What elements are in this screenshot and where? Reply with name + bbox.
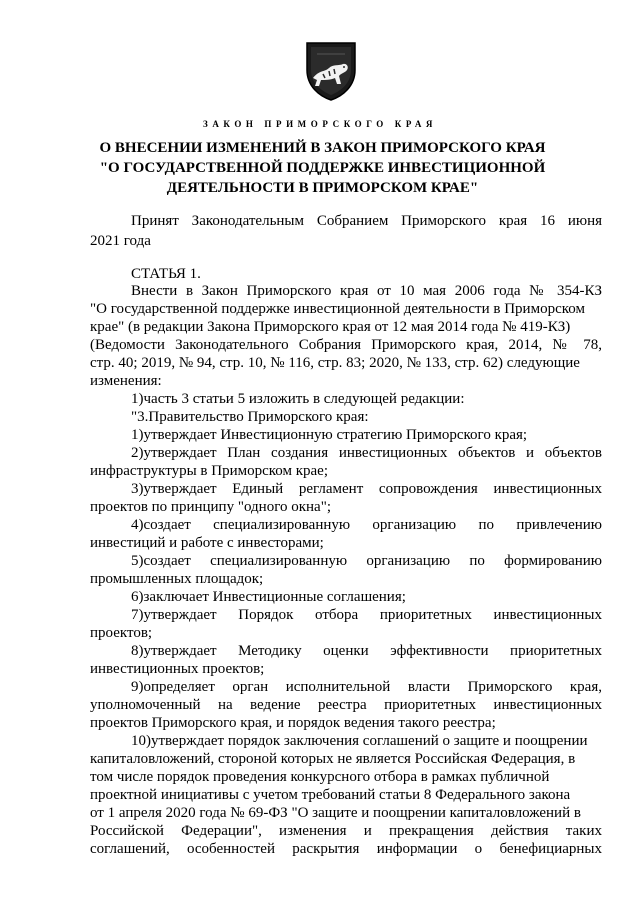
body-line: 7)утверждает Порядок отбора приоритетных инвестиционных [131,607,602,623]
body-line: 10)утверждает порядок заключения соглашений о защите и поощрении [131,733,588,749]
body-line: 6)заключает Инвестиционные соглашения; [131,589,406,605]
body-line: проектов Приморского края, и порядок ведения такого реестра; [90,715,496,731]
body-line: проектной инициативы с учетом требований статьи 8 Федерального закона [90,787,571,803]
body-line: 5)создает специализированную организацию по формированию [131,553,602,569]
body-line: крае" (в редакции Закона Приморского края от 12 мая 2014 года № 419-КЗ) [90,319,571,335]
body-line: проектов; [90,625,153,641]
body-line: "3.Правительство Приморского края: [131,409,369,425]
adoption-line-1: Принят Законодательным Собранием Приморского края 16 июня [131,213,602,229]
body-line: "О государственной поддержке инвестиционной деятельности в Приморском [90,301,585,317]
body-line: от 1 апреля 2020 года № 69-ФЗ "О защите и поощрении капиталовложений в [90,805,581,821]
law-subtitle-line-1: О ВНЕСЕНИИ ИЗМЕНЕНИЙ В ЗАКОН ПРИМОРСКОГО КРАЯ [99,140,546,156]
body-line: 1)утверждает Инвестиционную стратегию Приморского края; [131,427,528,443]
body-line: промышленных площадок; [90,571,264,587]
body-line: (Ведомости Законодательного Собрания Приморского края, 2014, № 78, [90,337,602,353]
body-line: изменения: [90,373,162,389]
law-title: ЗАКОН ПРИМОРСКОГО КРАЯ [202,119,438,129]
body-line: Российской Федерации", изменения и прекращения действия таких [90,823,602,839]
body-line: 1)часть 3 статьи 5 изложить в следующей редакции: [131,391,465,407]
body-line: соглашений, особенностей раскрытия информации о бенефициарных [90,841,602,857]
body-line: 8)утверждает Методику оценки эффективности приоритетных [131,643,602,659]
law-subtitle-line-3: ДЕЯТЕЛЬНОСТИ В ПРИМОРСКОМ КРАЕ" [166,180,479,196]
article-heading: СТАТЬЯ 1. [131,266,201,282]
body-line: том числе порядок проведения конкурсного отбора в рамках публичной [90,769,550,785]
body-line: проектов по принципу "одного окна"; [90,499,331,515]
body-line: инвестиционных проектов; [90,661,265,677]
adoption-line-2: 2021 года [90,233,151,249]
body-line: 9)определяет орган исполнительной власти Приморского края, [131,679,602,695]
body-line: 3)утверждает Единый регламент сопровождения инвестиционных [131,481,602,497]
body-line: 4)создает специализированную организацию по привлечению [131,517,602,533]
body-line: инвестиций и работе с инвесторами; [90,535,324,551]
body-line: 2)утверждает План создания инвестиционных объектов и объектов [131,445,602,461]
body-line: Внести в Закон Приморского края от 10 мая 2006 года № 354-КЗ [131,283,602,299]
body-line: капиталовложений, стороной которых не является Российская Федерация, в [90,751,576,767]
law-subtitle-line-2: "О ГОСУДАРСТВЕННОЙ ПОДДЕРЖКЕ ИНВЕСТИЦИОННОЙ [99,160,546,176]
body-line: уполномоченный на ведение реестра приоритетных инвестиционных [90,697,602,713]
coat-of-arms-icon [303,40,359,102]
body-line: инфраструктуры в Приморском крае; [90,463,329,479]
body-line: стр. 40; 2019, № 94, стр. 10, № 116, стр. 83; 2020, № 133, стр. 62) следующие [90,355,580,371]
